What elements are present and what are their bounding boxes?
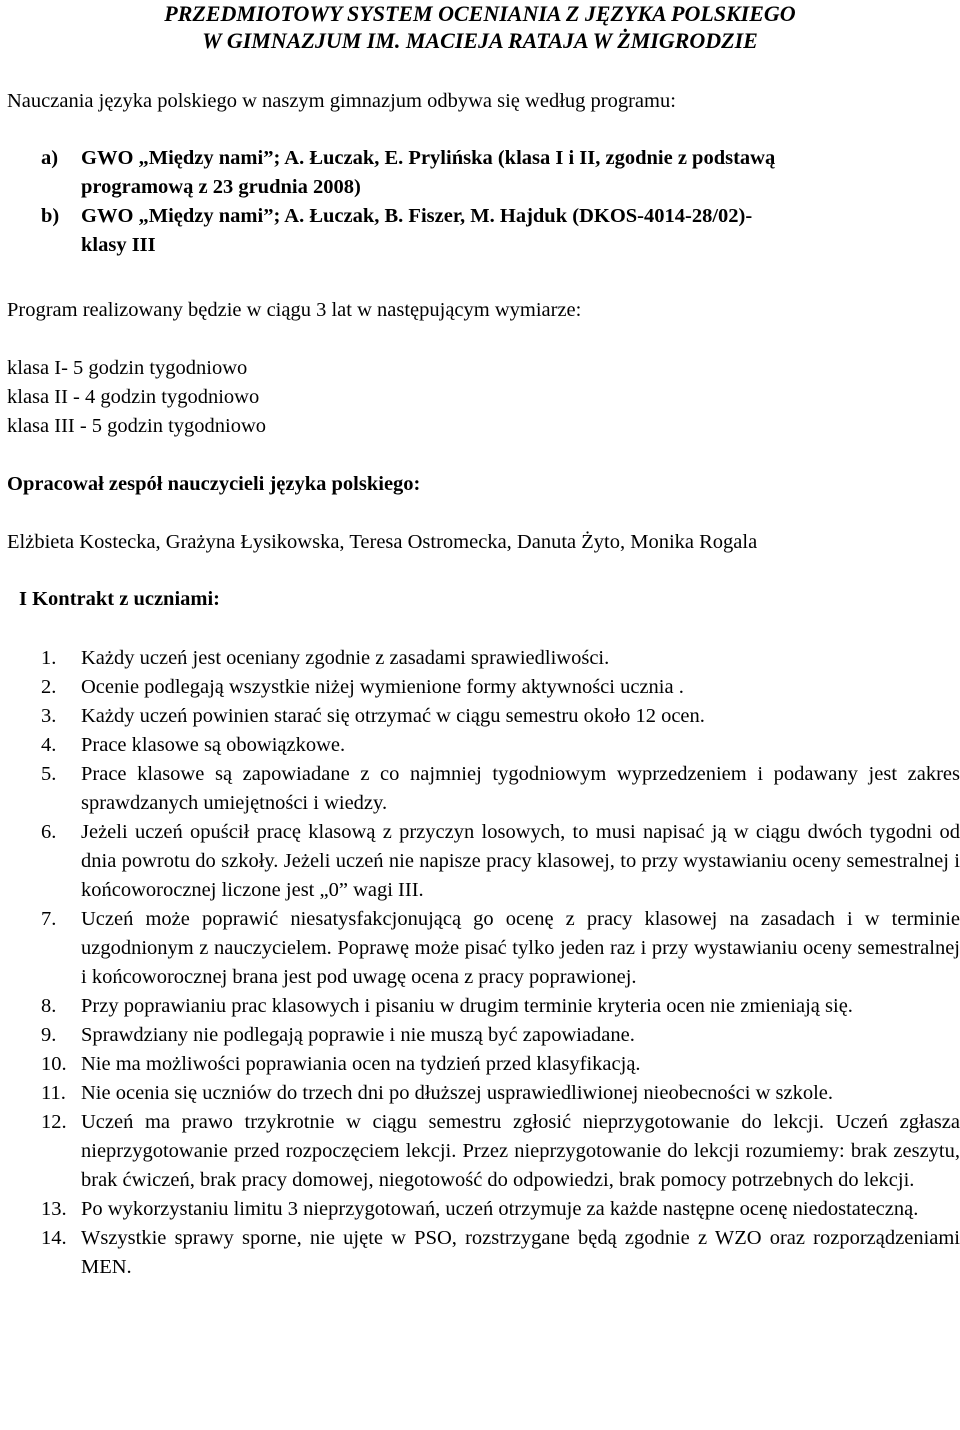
program-realization-text: Program realizowany będzie w ciągu 3 lat w następującym wymiarze: xyxy=(7,299,582,321)
rule-item xyxy=(41,1195,960,1224)
rule-item xyxy=(41,731,960,760)
program-marker: a) xyxy=(41,147,59,169)
rule-number: 7. xyxy=(41,908,57,930)
hours-item: klasa II - 4 godzin tygodniowo xyxy=(7,386,260,408)
rule-number: 9. xyxy=(41,1024,57,1046)
rule-text: Każdy uczeń powinien starać się otrzymać w ciągu semestru około 12 ocen. xyxy=(81,705,705,727)
rule-text: Wszystkie sprawy sporne, nie ujęte w PSO, rozstrzygane będą zgodnie z WZO oraz rozporządzeniami MEN. xyxy=(81,1227,960,1278)
document-title xyxy=(0,0,960,54)
title-line-1: PRZEDMIOTOWY SYSTEM OCENIANIA Z JĘZYKA POLSKIEGO xyxy=(164,1,796,26)
rule-text: Jeżeli uczeń opuścił pracę klasową z przyczyn losowych, to musi napisać ją w ciągu dwóch tygodni od dnia powrotu do szkoły. Jeżeli uczeń nie napisze pracy klasowej, to przy wystawianiu oceny semestralnej i końcoworocznej liczone jest „0” wagi III. xyxy=(81,821,960,901)
program-item-b xyxy=(41,202,960,260)
rule-number: 2. xyxy=(41,676,57,698)
rule-number: 1. xyxy=(41,647,57,669)
rule-item xyxy=(41,1021,960,1050)
rule-item xyxy=(41,1224,960,1282)
rule-number: 6. xyxy=(41,821,57,843)
rule-text: Każdy uczeń jest oceniany zgodnie z zasadami sprawiedliwości. xyxy=(81,647,610,669)
team-members: Elżbieta Kostecka, Grażyna Łysikowska, Teresa Ostromecka, Danuta Żyto, Monika Rogala xyxy=(7,531,758,553)
rule-text: Prace klasowe są obowiązkowe. xyxy=(81,734,346,756)
rule-number: 10. xyxy=(41,1053,67,1075)
rule-number: 5. xyxy=(41,763,57,785)
rule-text: Nie ocenia się uczniów do trzech dni po dłuższej usprawiedliwionej nieobecności w szkole. xyxy=(81,1082,833,1104)
rule-text: Po wykorzystaniu limitu 3 nieprzygotowań, uczeń otrzymuje za każde następne ocenę niedostateczną. xyxy=(81,1198,919,1220)
rule-text: Przy poprawianiu prac klasowych i pisaniu w drugim terminie kryteria ocen nie zmieniają się. xyxy=(81,995,853,1017)
rule-number: 11. xyxy=(41,1082,66,1104)
rule-item xyxy=(41,673,960,702)
program-line: programową z 23 grudnia 2008) xyxy=(81,176,361,198)
rule-number: 14. xyxy=(41,1227,67,1249)
rule-number: 8. xyxy=(41,995,57,1017)
rule-item xyxy=(41,992,960,1021)
rule-item xyxy=(41,818,960,905)
program-line: GWO „Między nami”; A. Łuczak, E. Prylińska (klasa I i II, zgodnie z podstawą xyxy=(81,147,776,169)
rule-text: Uczeń może poprawić niesatysfakcjonującą go ocenę z pracy klasowej na zasadach i w terminie uzgodnionym z nauczycielem. Poprawę może pisać tylko jeden raz i przy wystawianiu oceny semestralnej i końcoworocznej brana jest pod uwagę ocena z pracy poprawionej. xyxy=(81,908,960,988)
program-list xyxy=(41,144,960,260)
rule-item xyxy=(41,644,960,673)
rule-number: 4. xyxy=(41,734,57,756)
rule-text: Sprawdziany nie podlegają poprawie i nie muszą być zapowiadane. xyxy=(81,1024,635,1046)
rule-item xyxy=(41,1050,960,1079)
rule-item xyxy=(41,1079,960,1108)
program-line: klasy III xyxy=(81,234,156,256)
rule-text: Nie ma możliwości poprawiania ocen na tydzień przed klasyfikacją. xyxy=(81,1053,641,1075)
rule-text: Ocenie podlegają wszystkie niżej wymienione formy aktywności ucznia . xyxy=(81,676,684,698)
program-line: GWO „Między nami”; A. Łuczak, B. Fiszer, M. Hajduk (DKOS-4014-28/02)- xyxy=(81,205,753,227)
hours-item: klasa I- 5 godzin tygodniowo xyxy=(7,357,248,379)
program-marker: b) xyxy=(41,205,60,227)
title-line-2: W GIMNAZJUM IM. MACIEJA RATAJA W ŻMIGRODZIE xyxy=(202,28,758,53)
rule-item xyxy=(41,1108,960,1195)
intro-paragraph: Nauczania języka polskiego w naszym gimnazjum odbywa się według programu: xyxy=(7,90,676,112)
rule-item xyxy=(41,905,960,992)
program-item-a xyxy=(41,144,960,202)
rule-number: 3. xyxy=(41,705,57,727)
hours-item: klasa III - 5 godzin tygodniowo xyxy=(7,415,267,437)
rule-item xyxy=(41,760,960,818)
rules-list xyxy=(41,644,960,1282)
contract-heading: I Kontrakt z uczniami: xyxy=(19,588,220,610)
rule-text: Uczeń ma prawo trzykrotnie w ciągu semestru zgłosić nieprzygotowanie do lekcji. Uczeń zgłasza nieprzygotowanie przed rozpoczęciem lekcji. Przez nieprzygotowanie do lekcji rozumiemy: brak zeszytu, brak ćwiczeń, brak pracy domowej, niegotowość do odpowiedzi, brak pomocy potrzebnych do lekcji. xyxy=(81,1111,960,1191)
hours-list xyxy=(7,354,960,441)
rule-number: 13. xyxy=(41,1198,67,1220)
rule-number: 12. xyxy=(41,1111,67,1133)
rule-item xyxy=(41,702,960,731)
team-heading: Opracował zespół nauczycieli języka polskiego: xyxy=(7,473,421,495)
rule-text: Prace klasowe są zapowiadane z co najmniej tygodniowym wyprzedzeniem i podawany jest zakres sprawdzanych umiejętności i wiedzy. xyxy=(81,763,960,814)
